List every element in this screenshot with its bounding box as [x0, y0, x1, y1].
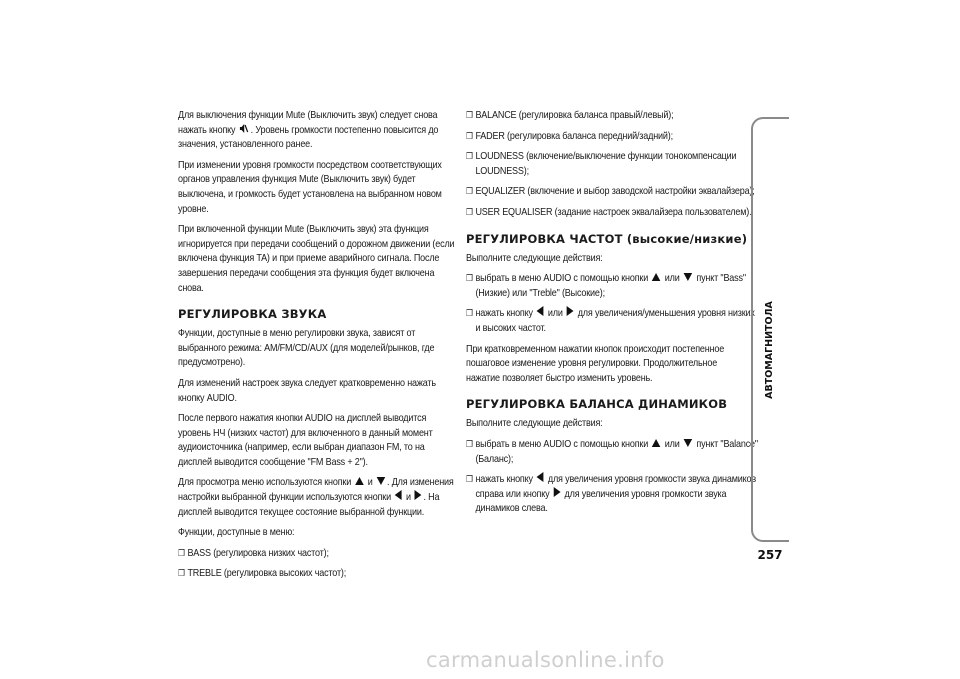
- checkbox-bullet-icon: ❒: [466, 131, 473, 142]
- watermark: carmanualsonline.info: [426, 648, 665, 672]
- mute-ta-paragraph: При включенной функции Mute (Выключить звук) эта функция игнорируется при передачи сообщений о дорожном движении (если включена функция TA) и при приеме аварийного сигнала. После завершения передачи сообщения эта функция будет включена снова.: [178, 223, 455, 294]
- sound-functions-paragraph: Функции, доступные в меню регулировки звука, зависят от выбранного режима: AM/FM/CD/AUX (для моделей/рынков, где предусмотрено).: [178, 327, 435, 369]
- right-column: [466, 108, 758, 522]
- checkbox-bullet-icon: ❒: [466, 187, 473, 198]
- checkbox-bullet-icon: ❒: [466, 274, 473, 285]
- list-item-adjust-balance: ❒ нажать кнопку для увеличения уровня громкости звука динамиков справа или кнопку для увеличения уровня громкости звука динамиков слева.: [466, 473, 756, 515]
- list-item-select-bass-treble: ❒ выбрать в меню AUDIO с помощью кнопки или пункт "Bass" (Низкие) или "Treble" (Высокие);: [466, 272, 746, 299]
- right-arrow-icon: [567, 306, 574, 316]
- list-item-treble: ❒ TREBLE (регулировка высоких частот);: [178, 566, 465, 581]
- frequency-intro: Выполните следующие действия:: [466, 251, 603, 264]
- list-item-loudness: ❒ LOUDNESS (включение/выключение функции тонокомпенсации LOUDNESS);: [466, 150, 737, 177]
- short-press-paragraph: При кратковременном нажатии кнопок происходит постепенное пошаговое изменение уровня регулировки. Продолжительное нажатие позволяет быстро изменить уровень.: [466, 342, 725, 384]
- down-arrow-icon: [684, 273, 693, 281]
- list-item-balance: ❒ BALANCE (регулировка баланса правый/левый);: [466, 108, 759, 123]
- checkbox-bullet-icon: ❒: [178, 548, 185, 559]
- left-column: [178, 108, 456, 587]
- right-arrow-icon: [415, 490, 422, 500]
- frequency-heading: РЕГУЛИРОВКА ЧАСТОТ (высокие/низкие): [466, 231, 748, 246]
- sound-settings-heading: РЕГУЛИРОВКА ЗВУКА: [178, 307, 327, 322]
- page-number: 257: [757, 548, 783, 562]
- list-item-equalizer: ❒ EQUALIZER (включение и выбор заводской настройки эквалайзера);: [466, 184, 759, 199]
- checkbox-bullet-icon: ❒: [466, 111, 473, 121]
- down-arrow-icon: [377, 477, 386, 485]
- section-tab-label: АВТОМАГНИТОЛА: [764, 301, 775, 399]
- checkbox-bullet-icon: ❒: [466, 207, 473, 218]
- up-arrow-icon: [652, 273, 661, 281]
- right-arrow-icon: [554, 487, 561, 497]
- menu-navigation-paragraph: Для просмотра меню используются кнопки и . Для изменения настройки выбранной функции используются кнопки и . На дисплей выводится текущее состояние выбранной функции.: [178, 476, 454, 518]
- audio-button-paragraph: Для изменений настроек звука следует кратковременно нажать кнопку AUDIO.: [178, 376, 436, 404]
- up-arrow-icon: [652, 439, 661, 447]
- balance-intro: Выполните следующие действия:: [466, 417, 603, 430]
- left-arrow-icon: [395, 490, 402, 500]
- checkbox-bullet-icon: ❒: [466, 309, 473, 320]
- list-item-select-balance: ❒ выбрать в меню AUDIO с помощью кнопки или пункт "Balance" (Баланс);: [466, 437, 758, 465]
- down-arrow-icon: [684, 439, 693, 447]
- mute-off-paragraph: Для выключения функции Mute (Выключить звук) следует снова нажать кнопку . Уровень громкости постепенно повысится до значения, установленного ранее.: [178, 109, 439, 151]
- list-item-user-equaliser: ❒ USER EQUALISER (задание настроек эквалайзера пользователем).: [466, 205, 759, 220]
- first-press-paragraph: После первого нажатия кнопки AUDIO на дисплей выводится уровень НЧ (низких частот) для включенного в данный момент аудиоисточника (например, если выбран диапазон FM, то на дисплей выводится сообщение "FM Bass + 2").: [178, 412, 433, 468]
- checkbox-bullet-icon: ❒: [178, 569, 185, 580]
- list-item-bass: ❒ BASS (регулировка низких частот);: [178, 546, 465, 561]
- up-arrow-icon: [355, 477, 364, 485]
- checkbox-bullet-icon: ❒: [466, 152, 473, 163]
- balance-heading: РЕГУЛИРОВКА БАЛАНСА ДИНАМИКОВ: [466, 397, 728, 412]
- list-item-fader: ❒ FADER (регулировка баланса передний/задний);: [466, 129, 759, 144]
- list-item-adjust-level: ❒ нажать кнопку или для увеличения/уменьшения уровня низких и высоких частот.: [466, 307, 755, 334]
- checkbox-bullet-icon: ❒: [466, 475, 473, 486]
- volume-change-paragraph: При изменении уровня громкости посредством соответствующих органов управления функция Mute (Выключить звук) будет выключена, и громкость будет установлена на выбранном новом уровне.: [178, 158, 442, 215]
- checkbox-bullet-icon: ❒: [466, 439, 473, 450]
- mute-button-icon: [239, 123, 248, 134]
- left-arrow-icon: [537, 472, 544, 482]
- menu-functions-label: Функции, доступные в меню:: [178, 526, 295, 539]
- left-arrow-icon: [537, 306, 544, 316]
